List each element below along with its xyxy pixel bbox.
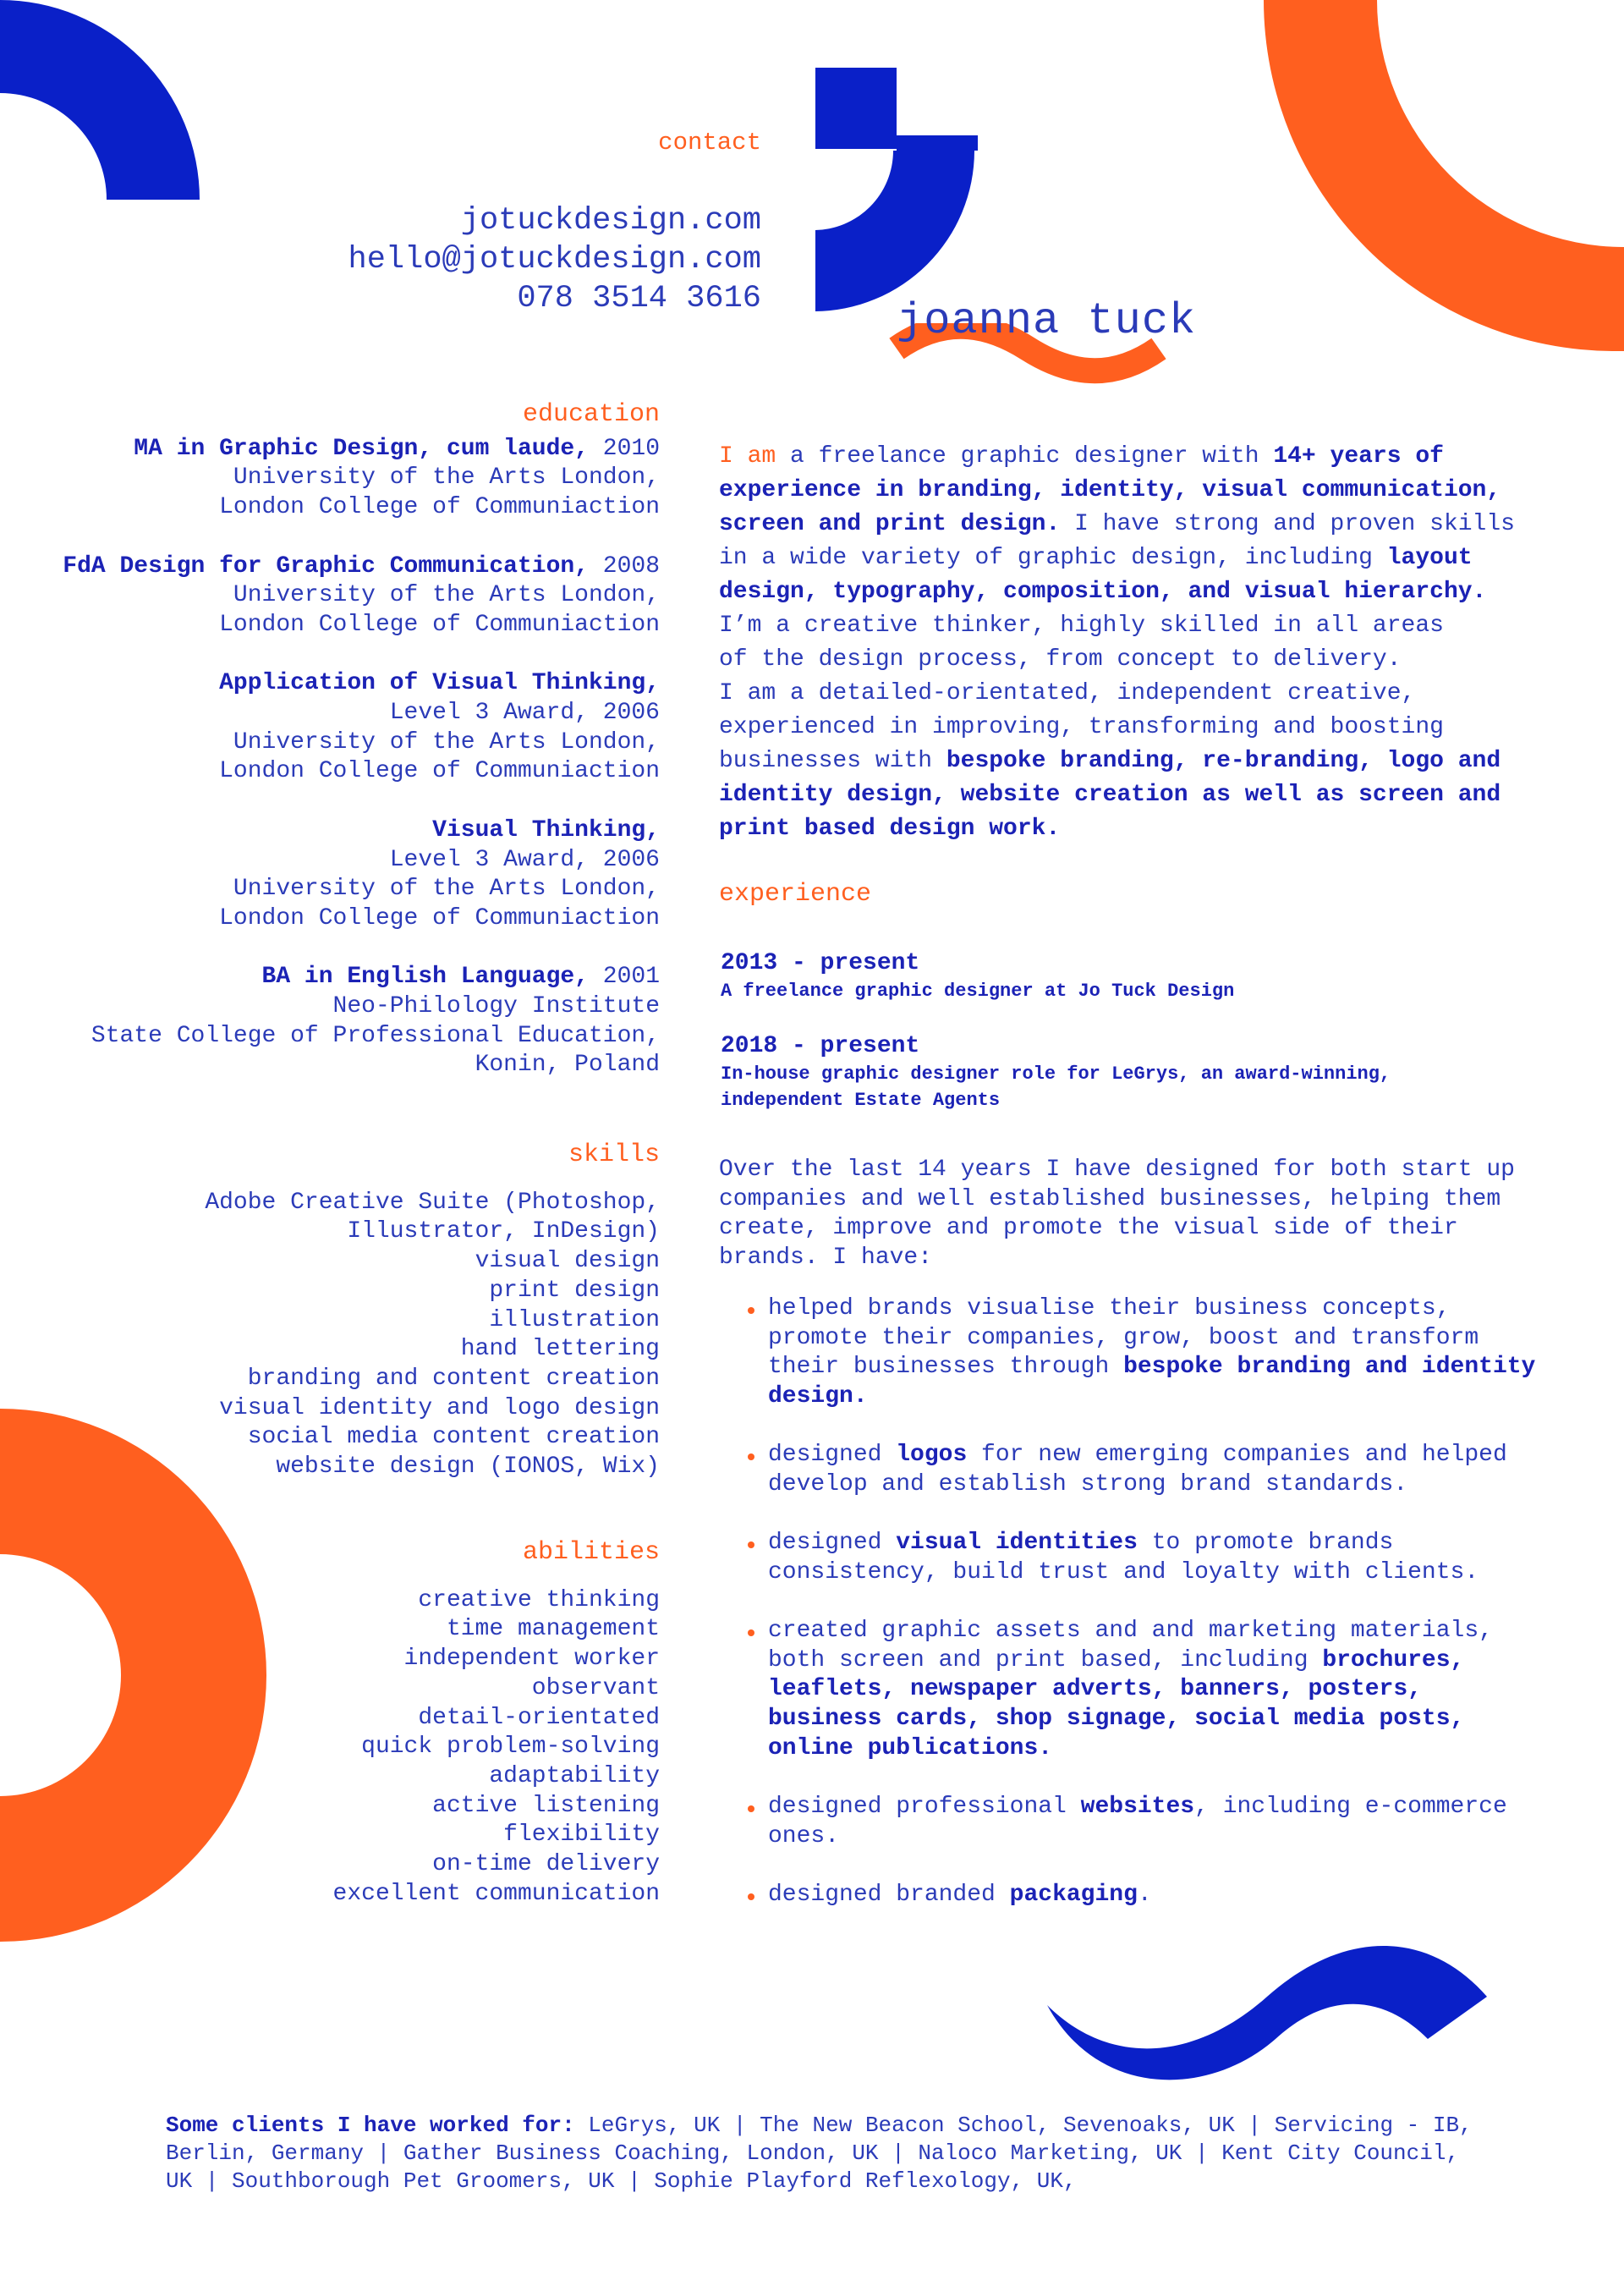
intro-line	[719, 508, 1599, 541]
text-segment: designed	[768, 1442, 897, 1468]
skills-heading: skills	[568, 1140, 660, 1169]
intro-line	[719, 643, 1599, 677]
orange-half-ring-top-right	[1252, 0, 1624, 372]
education-detail: Konin, Poland	[475, 1052, 660, 1079]
text-segment: created graphic assets and and marketing materials,	[768, 1618, 1493, 1644]
bullet-dot-icon	[748, 1307, 754, 1314]
summary-line: Over the last 14 years I have designed for both start up	[719, 1157, 1515, 1183]
experience-role	[721, 1032, 1391, 1113]
skill-item: website design (IONOS, Wix)	[276, 1453, 660, 1481]
summary-line: brands. I have:	[719, 1245, 933, 1272]
bullet-line	[768, 1646, 1493, 1676]
skill-item: Illustrator, InDesign)	[347, 1218, 660, 1245]
text-segment: for new emerging companies and helped	[967, 1442, 1507, 1468]
text-segment: consistency, build trust and loyalty with clients.	[768, 1558, 1479, 1585]
text-segment: 14+ years of	[1273, 443, 1444, 470]
education-section	[25, 400, 660, 1110]
bullet-line	[768, 1881, 1152, 1910]
abilities-section	[25, 1538, 660, 1909]
clients-text: LeGrys, UK | The New Beacon School, Sevenoaks, UK | Servicing - IB,	[574, 2113, 1473, 2138]
bullet-item	[768, 1881, 1152, 1910]
text-segment: logos	[896, 1442, 968, 1468]
bullet-item	[768, 1793, 1507, 1851]
blue-contact-shape	[815, 68, 993, 321]
intro-line	[719, 474, 1599, 508]
bullet-line	[768, 1294, 1535, 1324]
education-detail: London College of Communiaction	[219, 758, 660, 785]
text-segment: a freelance graphic designer with	[776, 443, 1274, 470]
ability-item: on-time delivery	[432, 1851, 660, 1878]
education-heading: education	[522, 400, 660, 429]
bullet-line	[768, 1793, 1507, 1822]
text-segment: screen and print design.	[719, 511, 1061, 537]
bullet-line	[768, 1705, 1493, 1734]
text-segment: develop and establish strong brand standards.	[768, 1470, 1408, 1497]
role-description: independent Estate Agents	[721, 1090, 1001, 1111]
education-detail: London College of Communiaction	[219, 494, 660, 521]
experience-role	[721, 949, 1234, 1004]
bullet-line	[768, 1617, 1493, 1646]
intro-line	[719, 609, 1599, 643]
bullet-line	[768, 1675, 1493, 1705]
blue-wave-bottom	[1047, 1921, 1487, 2090]
contact-heading: contact	[658, 129, 761, 157]
bullet-line	[768, 1353, 1535, 1382]
bullet-line	[768, 1382, 1535, 1412]
intro-line	[719, 440, 1599, 474]
text-segment: I am	[719, 443, 776, 470]
bullet-dot-icon	[748, 1629, 754, 1636]
education-detail: State College of Professional Education,	[91, 1022, 660, 1049]
skill-item: social media content creation	[247, 1424, 660, 1451]
bullet-line	[768, 1441, 1507, 1470]
bullet-item	[768, 1617, 1493, 1764]
text-segment: websites	[1080, 1794, 1195, 1820]
bullet-line	[768, 1529, 1479, 1558]
experience-heading: experience	[719, 880, 872, 909]
text-segment: experience in branding, identity, visual communication,	[719, 477, 1501, 503]
role-description: A freelance graphic designer at Jo Tuck Design	[721, 981, 1235, 1002]
ability-item: flexibility	[503, 1822, 660, 1849]
bullet-dot-icon	[748, 1453, 754, 1460]
clients-line: UK | Southborough Pet Groomers, UK | Sophie Playford Reflexology, UK,	[166, 2168, 1077, 2194]
ability-item: detail-orientated	[418, 1704, 660, 1731]
education-detail: London College of Communiaction	[219, 611, 660, 638]
skill-item: Adobe Creative Suite (Photoshop,	[205, 1189, 660, 1216]
text-segment: print based design work.	[719, 816, 1061, 842]
text-segment: brochures,	[1322, 1646, 1465, 1673]
skill-item: hand lettering	[460, 1336, 660, 1363]
text-segment: leaflets, newspaper adverts, banners, posters,	[768, 1676, 1422, 1703]
degree-year: 2001	[588, 964, 660, 991]
intro-line	[719, 677, 1599, 711]
intro-line	[719, 711, 1599, 745]
text-segment: designed professional	[768, 1794, 1081, 1820]
email-link[interactable]: hello@jotuckdesign.com	[348, 242, 761, 278]
intro-line	[719, 541, 1599, 575]
text-segment: of the design process, from concept to delivery.	[719, 646, 1402, 673]
education-title	[25, 963, 660, 992]
degree-title: Application of Visual Thinking,	[219, 670, 660, 697]
degree-title: Visual Thinking,	[432, 816, 660, 844]
intro-line	[719, 745, 1599, 778]
skills-section	[25, 1140, 660, 1482]
summary-line: companies and well established businesses, helping them	[719, 1185, 1501, 1212]
education-title	[25, 435, 660, 464]
education-list	[25, 435, 660, 1080]
text-segment: , including e-commerce	[1194, 1794, 1507, 1820]
intro-line	[719, 812, 1599, 846]
ability-item: time management	[446, 1616, 660, 1643]
text-segment: ones.	[768, 1822, 840, 1849]
bullet-dot-icon	[748, 1541, 754, 1548]
ability-item: quick problem-solving	[361, 1734, 660, 1761]
text-segment: business cards, shop signage, social media posts,	[768, 1706, 1465, 1733]
text-segment: promote their companies, grow, boost and transform	[768, 1324, 1479, 1351]
bullet-item	[768, 1529, 1479, 1587]
text-segment: experienced in improving, transforming and boosting	[719, 714, 1444, 740]
skill-item: print design	[489, 1277, 660, 1304]
text-segment: design.	[768, 1383, 868, 1410]
education-title	[25, 552, 660, 582]
text-segment: in a wide variety of graphic design, including	[719, 545, 1387, 571]
name-title: joanna tuck	[897, 296, 1197, 346]
text-segment: online publications.	[768, 1734, 1053, 1761]
degree-title: BA in English Language,	[261, 964, 589, 991]
experience-summary	[719, 1156, 1515, 1273]
education-detail: University of the Arts London,	[233, 728, 660, 756]
education-detail: University of the Arts London,	[233, 582, 660, 609]
skill-item: branding and content creation	[247, 1365, 660, 1392]
website-link[interactable]: jotuckdesign.com	[460, 203, 761, 239]
clients-line: Berlin, Germany | Gather Business Coaching, London, UK | Naloco Marketing, UK | Kent City Council,	[166, 2140, 1460, 2166]
phone-number[interactable]: 078 3514 3616	[517, 281, 761, 316]
skill-item: visual identity and logo design	[219, 1394, 660, 1421]
text-segment: design, typography, composition, and visual hierarchy.	[719, 579, 1487, 605]
text-segment: packaging	[1009, 1882, 1138, 1908]
text-segment: identity design, website creation as well as screen and	[719, 782, 1501, 808]
bullet-line	[768, 1558, 1479, 1588]
clients-line	[166, 2112, 1473, 2140]
text-segment: I’m a creative thinker, highly skilled in all areas	[719, 613, 1444, 639]
text-segment: .	[1137, 1882, 1152, 1908]
text-segment: layout	[1386, 545, 1473, 571]
abilities-heading: abilities	[522, 1538, 660, 1567]
education-detail: Level 3 Award, 2006	[389, 700, 660, 726]
bullet-item	[768, 1441, 1507, 1499]
contact-details	[254, 201, 761, 318]
text-segment: businesses with	[719, 748, 946, 774]
bullet-line	[768, 1470, 1507, 1500]
ability-item: excellent communication	[332, 1880, 660, 1907]
text-segment: to promote brands	[1137, 1530, 1394, 1556]
text-segment: I am a detailed-orientated, independent creative,	[719, 680, 1416, 706]
degree-year: 2010	[588, 435, 660, 462]
text-segment: both screen and print based, including	[768, 1646, 1323, 1673]
degree-title: MA in Graphic Design, cum laude,	[134, 435, 589, 462]
bullet-line	[768, 1324, 1535, 1354]
ability-item: creative thinking	[418, 1586, 660, 1613]
education-entry	[25, 669, 660, 787]
text-segment: designed branded	[768, 1882, 1010, 1908]
education-title	[25, 816, 660, 846]
skill-item: illustration	[489, 1306, 660, 1333]
education-entry	[25, 435, 660, 523]
ability-item: adaptability	[489, 1762, 660, 1789]
text-segment: bespoke branding and identity	[1123, 1354, 1536, 1381]
bullet-line	[768, 1734, 1493, 1764]
role-description: In-house graphic designer role for LeGrys, an award-winning,	[721, 1063, 1391, 1085]
intro-paragraph	[719, 440, 1599, 846]
text-segment: bespoke branding, re-branding, logo and	[946, 748, 1501, 774]
ability-item: observant	[531, 1674, 660, 1701]
blue-quarter-ring-top-left	[0, 0, 220, 220]
education-detail: University of the Arts London,	[233, 876, 660, 903]
text-segment: designed	[768, 1530, 897, 1556]
intro-line	[719, 778, 1599, 812]
clients-list	[166, 2112, 1473, 2195]
education-detail: London College of Communiaction	[219, 904, 660, 931]
abilities-list	[25, 1586, 660, 1910]
text-segment: their businesses through	[768, 1354, 1124, 1381]
text-segment: I have strong and proven skills	[1060, 511, 1515, 537]
role-period: 2018 - present	[721, 1033, 920, 1059]
education-detail: Neo-Philology Institute	[332, 993, 660, 1019]
ability-item: independent worker	[403, 1646, 660, 1673]
degree-title: FdA Design for Graphic Communication,	[63, 552, 589, 580]
intro-line	[719, 575, 1599, 609]
role-period: 2013 - present	[721, 950, 920, 976]
education-title	[25, 669, 660, 699]
education-entry	[25, 816, 660, 934]
bullet-dot-icon	[748, 1805, 754, 1812]
bullet-item	[768, 1294, 1535, 1412]
skills-list	[25, 1189, 660, 1482]
clients-label: Some clients I have worked for:	[166, 2113, 575, 2138]
education-entry	[25, 963, 660, 1080]
summary-line: create, improve and promote the visual side of their	[719, 1215, 1458, 1242]
education-detail: University of the Arts London,	[233, 464, 660, 492]
skill-item: visual design	[475, 1248, 660, 1275]
education-entry	[25, 552, 660, 640]
ability-item: active listening	[432, 1792, 660, 1819]
bullet-dot-icon	[748, 1893, 754, 1900]
text-segment: visual identities	[896, 1530, 1138, 1556]
education-detail: Level 3 Award, 2006	[389, 846, 660, 873]
bullet-line	[768, 1822, 1507, 1852]
degree-year: 2008	[588, 552, 660, 580]
text-segment: helped brands visualise their business concepts,	[768, 1295, 1451, 1322]
